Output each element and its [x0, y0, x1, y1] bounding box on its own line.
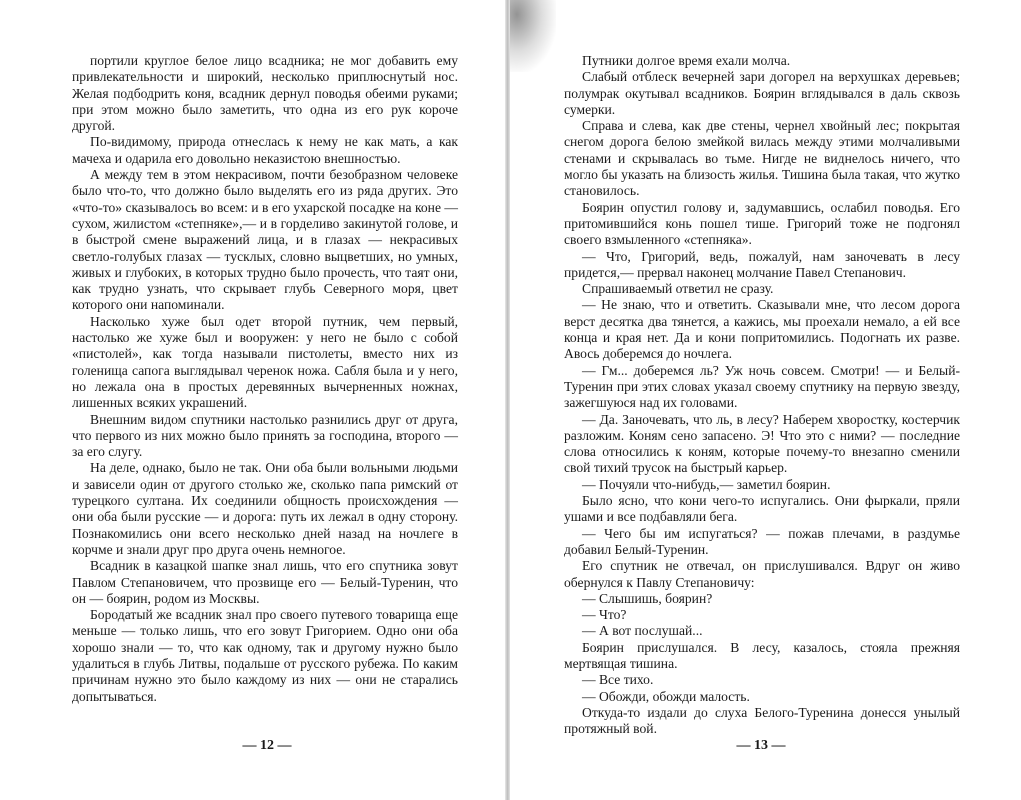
paragraph: Слабый отблеск вечерней зари догорел на верхушках деревьев; полумрак окутывал всадников. Боярин вглядывался в даль сквозь сумерки. — [564, 69, 960, 117]
page-number-left: — 12 — — [242, 738, 292, 753]
paragraph: Откуда-то издали до слуха Белого-Туренина донесся унылый протяжный вой. — [564, 704, 960, 737]
paragraph: Внешним видом спутники настолько разнились друг от друга, что первого из них можно было принять за господина, второго — за его слугу. — [72, 411, 458, 460]
paragraph: — Да. Заночевать, что ль, в лесу? Наберем хворостку, костерчик разложим. Коням сено запасено. Э! Что это с ними? — последние слова относились к коням, которые почему-то внезапно сменили свой тихий трусок на быстрый карьер. — [564, 411, 960, 476]
paragraph: По-видимому, природа отнеслась к нему не как мать, а как мачеха и одарила его довольно неказистою внешностью. — [72, 134, 458, 166]
right-page-text — [564, 53, 960, 737]
paragraph: — Гм... доберемся ль? Уж ночь совсем. Смотри! — и Белый-Туренин при этих словах указал своему спутнику на первую звезду, зажегшуюся над их головами. — [564, 362, 960, 411]
left-page — [0, 0, 505, 800]
paragraph: — Не знаю, что и ответить. Сказывали мне, что лесом дорога верст десятка два тянется, а кажись, мы проехали немало, а ей все конца и края нет. Да и кони попритомились. Подогнать их разве. Авось доберемся до ночлега. — [564, 297, 960, 362]
paragraph: Боярин прислушался. В лесу, казалось, стояла прежняя мертвящая тишина. — [564, 639, 960, 671]
paragraph: На деле, однако, было не так. Они оба были вольными людьми и зависели один от другого столько же, сколько папа римский от турецкого султана. Их соединили общность происхождения — они оба были русские — и дорога: путь их лежал в одну сторону. Познакомились они всего несколько дней назад на ночлеге в корчме и знали друг про друга очень немногое. — [72, 460, 458, 557]
left-page-text — [72, 53, 458, 705]
paragraph: Справа и слева, как две стены, чернел хвойный лес; покрытая снегом дорога белою змейкой вилась между этими молчаливыми стенами и скрывалась во тьме. Нигде не виднелось ничего, что могло бы указать на близость жилья. Тишина была такая, что жутко становилось. — [564, 118, 960, 199]
paragraph: Насколько хуже был одет второй путник, чем первый, настолько же хуже был и вооружен: у него не было с собой «пистолей», как тогда называли пистолеты, вместо них из голенища сапога выглядывал черенок ножа. Сабля была и у него, но лежала она в простых деревянных вычерненных ножнах, лишенных всяких украшений. — [72, 313, 458, 411]
paragraph: А между тем в этом некрасивом, почти безобразном человеке было что-то, что должно было выделять его из ряда других. Это «что-то» сказывалось во всем: и в его ухарской посадке на коне — сухом, жилистом «степняке»,— и в горделиво закинутой голове, и в быстрой смене выражений лица, и в глазах — некрасивых светло-голубых глазах — тусклых, словно выцветших, но умных, живых и глубоких, в которых трудно было прочесть, что таят они, как трудно узнать, что скрывает глубь Северного моря, цвет которого они напоминали. — [72, 167, 458, 313]
paragraph: портили круглое белое лицо всадника; не мог добавить ему привлекательности и широкий, несколько приплюснутый нос. Желая подбодрить коня, всадник дернул поводья обеими руками; при этом можно было заметить, что одна из его рук короче другой. — [72, 53, 458, 134]
paragraph: — Что, Григорий, ведь, пожалуй, нам заночевать в лесу придется,— прервал наконец молчание Павел Степанович. — [564, 248, 960, 280]
paragraph: — А вот послушай... — [582, 623, 703, 639]
page-number-right: — 13 — — [736, 738, 786, 753]
paragraph: Было ясно, что кони чего-то испугались. Они фыркали, пряли ушами и все подбавляли бега. — [564, 493, 960, 525]
paragraph: Всадник в казацкой шапке знал лишь, что его спутника зовут Павлом Степановичем, что прозвище его — Белый-Туренин, что он — боярин, родом из Москвы. — [72, 558, 458, 606]
paragraph: Спрашиваемый ответил не сразу. — [582, 281, 774, 297]
paragraph: Его спутник не отвечал, он прислушивался. Вдруг он живо обернулся к Павлу Степановичу: — [564, 558, 960, 590]
paragraph: Бородатый же всадник знал про своего путевого товарища еще меньше — только лишь, что его зовут Григорием. Одно они оба хорошо знали — то, что как одному, так и другому нужно было удалиться в глубь Литвы, подальше от русского рубежа. По каким причинам нужно это было каждому из них — они не старались допытываться. — [72, 607, 458, 704]
paragraph: — Обожди, обожди малость. — [582, 688, 750, 704]
paragraph: Путники долгое время ехали молча. — [582, 53, 791, 68]
paragraph: Боярин опустил голову и, задумавшись, ослабил поводья. Его притомившийся конь пошел тише. Григорий тоже не подгонял своего взмыленного «степняка». — [564, 199, 960, 248]
paragraph: — Слышишь, боярин? — [582, 590, 713, 606]
paragraph: — Все тихо. — [582, 672, 654, 688]
paragraph: — Почуяли что-нибудь,— заметил боярин. — [582, 476, 831, 492]
paragraph: — Что? — [582, 607, 627, 623]
right-page — [508, 0, 1021, 800]
paragraph: — Чего бы им испугаться? — пожав плечами, в раздумье добавил Белый-Туренин. — [564, 525, 960, 557]
